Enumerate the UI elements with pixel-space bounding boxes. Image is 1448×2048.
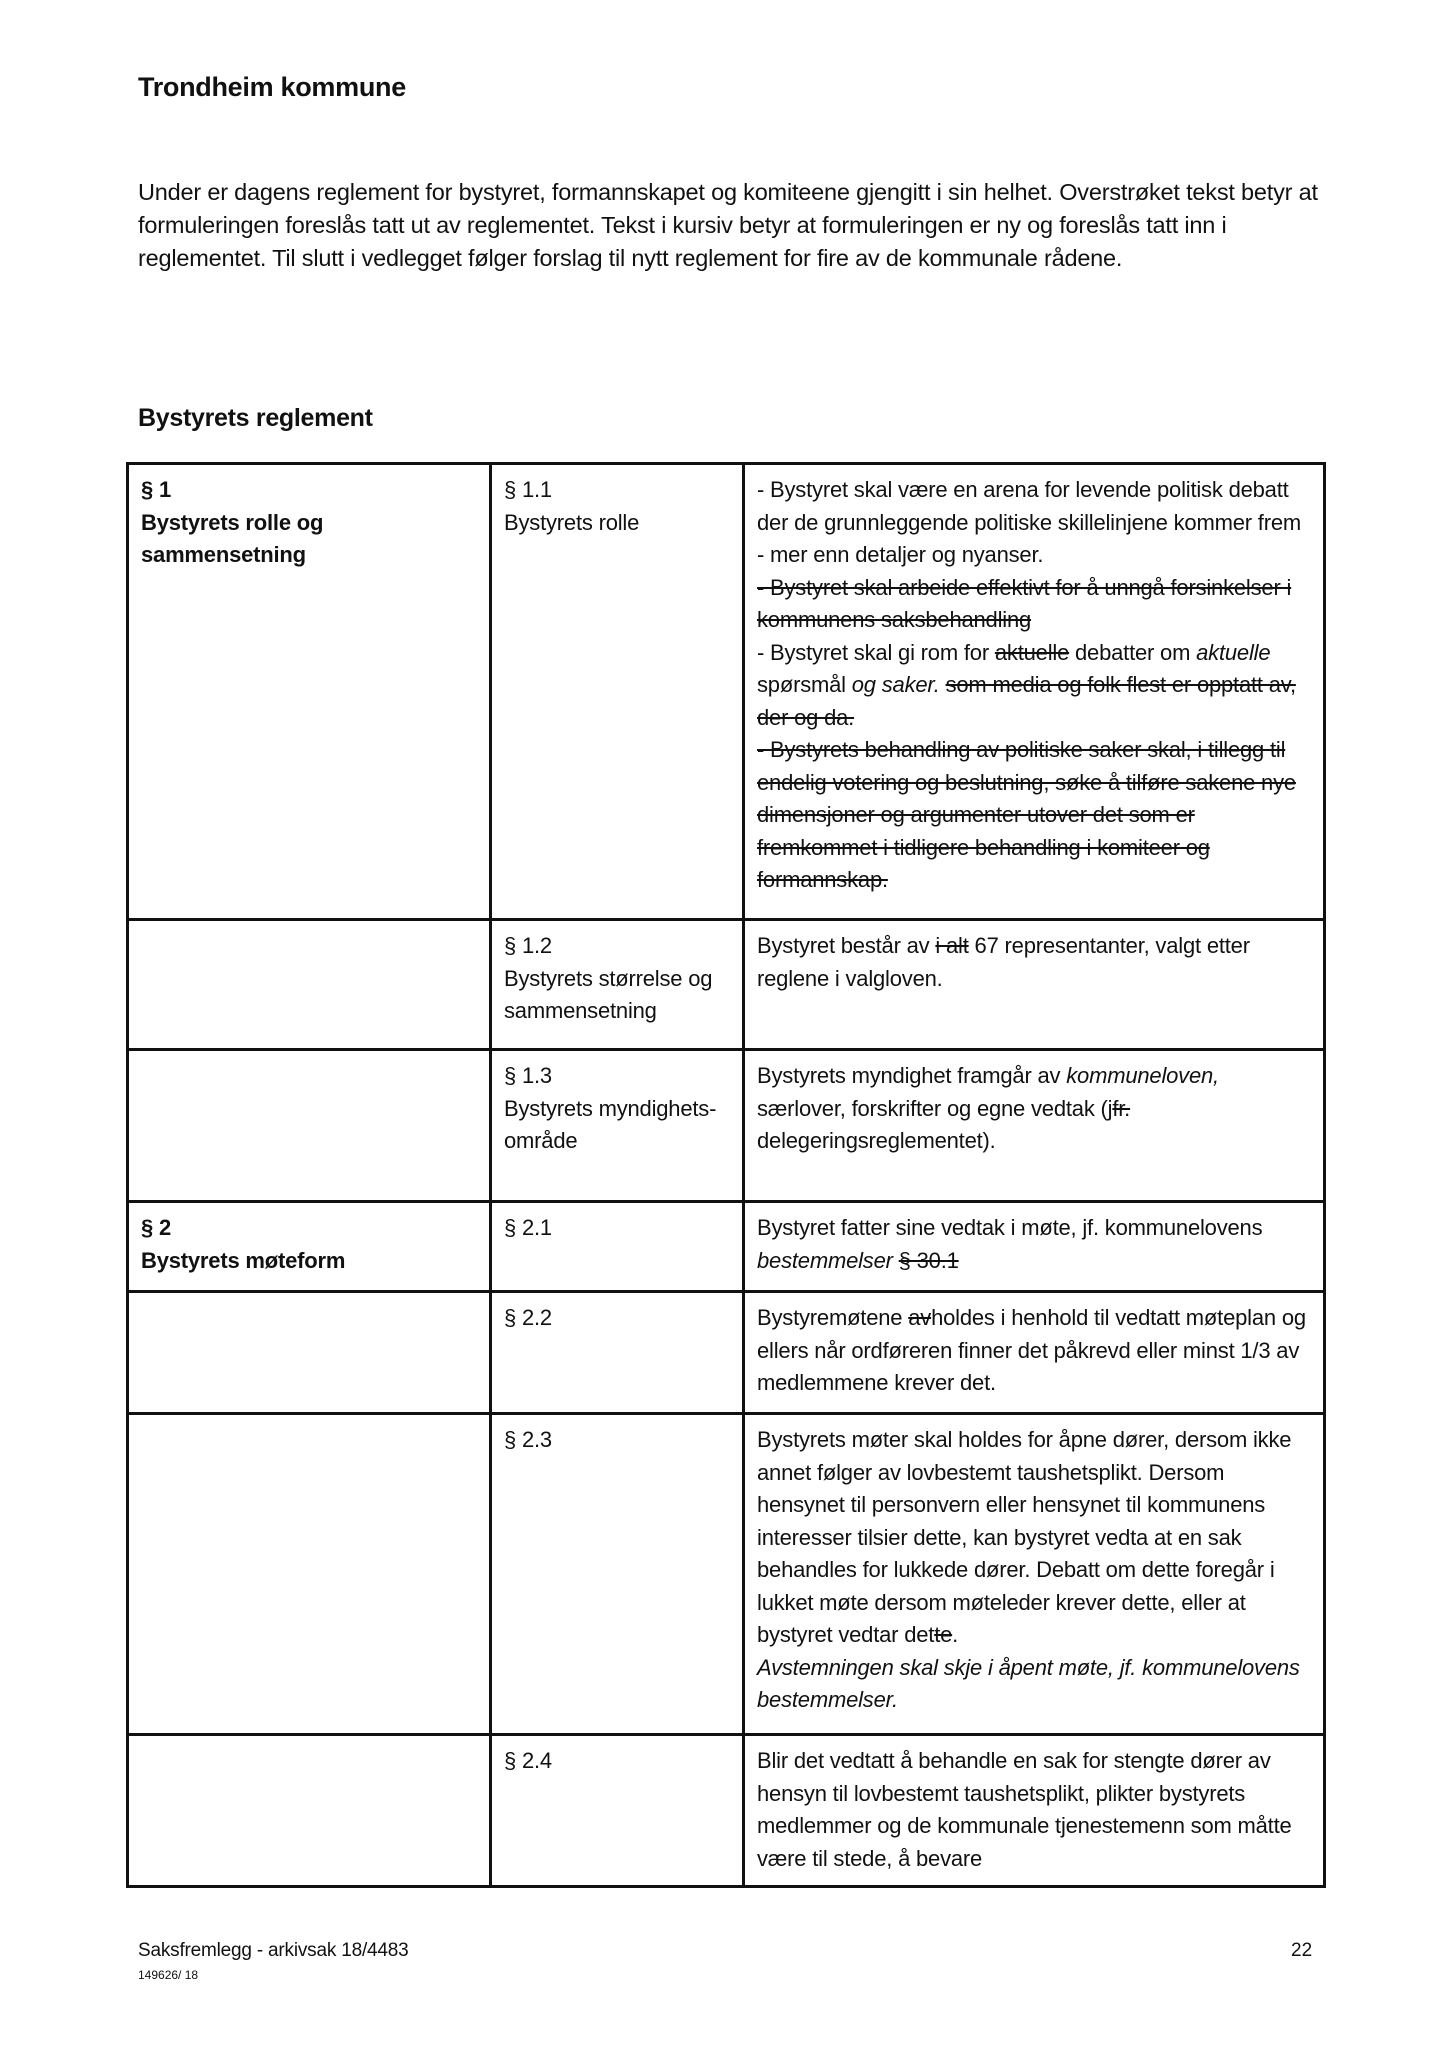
chapter-cell [128,1202,491,1292]
text-segment: 67 representanter, valgt etter reglene i valgloven. [757,933,1250,991]
subsection-title: Bystyrets størrelse og sammensetning [504,965,713,1023]
struck-text: i alt [935,933,969,958]
text-segment: - Bystyret skal gi rom for [757,639,995,665]
subsection-cell [491,920,744,1050]
struck-text: § 30.1 [898,1247,959,1273]
struck-text: - Bystyret skal arbeide effektivt for å unngå forsinkelser i kommunens saksbehandling [757,574,1292,632]
subsection-number: § 2.1 [504,1215,552,1240]
text-segment: holdes i henhold til vedtatt møteplan og ellers når ordføreren finner det påkrevd eller minst 1/3 av medlemmene krever det. [757,1305,1306,1395]
subsection-cell [491,1202,744,1292]
content-cell [744,1735,1325,1887]
table-row [128,1414,1325,1735]
chapter-number: § 2 [141,1215,171,1240]
chapter-number: § 1 [141,477,171,502]
chapter-cell [128,464,491,920]
subsection-number: § 2.4 [504,1748,552,1773]
chapter-title: Bystyrets møteform [141,1247,346,1273]
content-cell [744,1202,1325,1292]
subsection-number: § 2.2 [504,1305,552,1330]
text-segment: Blir det vedtatt å behandle en sak for stengte dører av hensyn til lovbestemt taushetsplikt, plikter bystyrets medlemmer og de kommunale tjenestemenn som måtte være til stede, å bevare [757,1748,1292,1871]
subsection-cell [491,1414,744,1735]
table-row [128,464,1325,920]
text-segment: spørsmål [757,672,852,697]
chapter-cell [128,920,491,1050]
table-row [128,1050,1325,1202]
table-row [128,1292,1325,1414]
footer-document-reference: Saksfremlegg - arkivsak 18/4483 [138,1940,409,1961]
chapter-cell [128,1050,491,1202]
content-cell [744,1414,1325,1735]
regulation-table-body [128,464,1325,1887]
subsection-cell [491,1735,744,1887]
struck-text: - Bystyrets behandling av politiske saker skal, i tillegg til endelig votering og beslutning, søke å tilføre sakene nye dimensjoner og argumenter utover det som er fremkommet i tidligere behandling i komiteer og formannskap. [757,737,1296,892]
content-cell [744,1292,1325,1414]
intro-paragraph: Under er dagens reglement for bystyret, formannskapet og komiteene gjengitt i sin helhet. Overstrøket tekst betyr at formuleringen foreslås tatt ut av reglementet. Tekst i kursiv betyr at formuleringen er ny og foreslås tatt inn i reglementet. Til slutt i vedlegget følger forslag til nytt reglement for fire av de kommunale rådene. [138,179,1318,271]
text-segment: Bystyrets møter skal holdes for åpne dører, dersom ikke annet følger av lovbestemt taushetsplikt. Dersom hensynet til personvern eller hensynet til kommunens interesser tilsier dette, kan bystyret vedta at en sak behandles for lukkede dører. Debatt om dette foregår i lukket møte dersom møteleder krever dette, eller at bystyret vedtar det [757,1427,1292,1647]
regulation-table [126,462,1326,1888]
table-row [128,1735,1325,1887]
subsection-cell [491,464,744,920]
text-segment: delegeringsreglementet). [757,1128,996,1153]
footer-document-id: 149626/ 18 [138,1968,199,1982]
new-text: bestemmelser [757,1247,893,1273]
page-number: 22 [1291,1940,1313,1961]
struck-text: som media og folk flest er opptatt av, der og da. [757,672,1296,730]
subsection-cell [491,1292,744,1414]
chapter-cell [128,1735,491,1887]
chapter-title: Bystyrets rolle og sammensetning [141,509,324,567]
text-segment: Bystyremøtene [757,1305,909,1330]
new-text: og saker. [851,672,940,697]
subsection-cell [491,1050,744,1202]
struck-text: te [934,1622,953,1647]
subsection-number: § 1.1 [504,477,552,502]
subsection-number: § 1.3 [504,1063,552,1088]
table-row [128,1202,1325,1292]
table-row [128,920,1325,1050]
new-text: kommuneloven, [1066,1063,1219,1088]
subsection-number: § 1.2 [504,933,552,958]
struck-text: av [908,1305,932,1330]
chapter-cell [128,1292,491,1414]
text-segment: Bystyret fatter sine vedtak i møte, jf. kommunelovens [757,1215,1263,1240]
chapter-cell [128,1414,491,1735]
content-cell [744,464,1325,920]
struck-text: fr. [1112,1095,1131,1121]
content-cell [744,920,1325,1050]
organization-title: Trondheim kommune [138,72,406,102]
content-cell [744,1050,1325,1202]
text-segment: særlover, forskrifter og egne vedtak (j [757,1095,1113,1121]
section-title: Bystyrets reglement [138,404,373,432]
text-segment: debatter om [1069,639,1197,665]
subsection-number: § 2.3 [504,1427,552,1452]
subsection-title: Bystyrets myndighets-område [504,1095,717,1153]
new-text: aktuelle [1196,639,1271,665]
text-segment: . [952,1622,959,1647]
text-segment: Bystyret består av [757,933,936,958]
text-segment: Bystyrets myndighet framgår av [757,1063,1067,1088]
struck-text: aktuelle [994,639,1070,665]
new-text: Avstemningen skal skje i åpent møte, jf. kommunelovens bestemmelser. [757,1654,1300,1712]
subsection-title: Bystyrets rolle [504,509,640,535]
text-segment: - Bystyret skal være en arena for levende politisk debatt der de grunnleggende politiske skillelinjene kommer frem - mer enn detaljer og nyanser. [757,477,1301,567]
